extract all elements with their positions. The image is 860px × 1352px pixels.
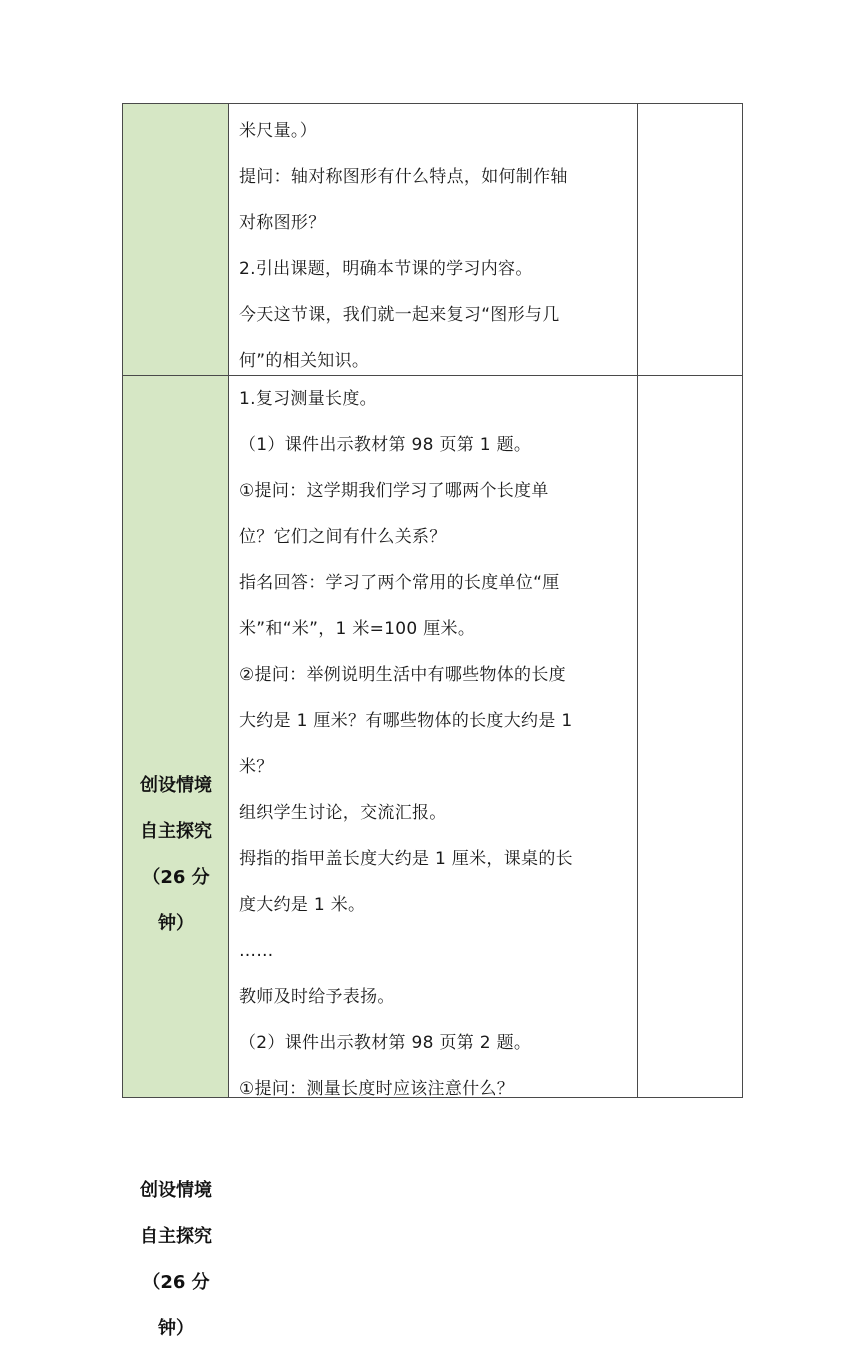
content-line: 提问：轴对称图形有什么特点，如何制作轴 [239,167,568,187]
stage-label-cell [123,104,229,375]
content-line: 度大约是 1 米。 [239,895,366,915]
content-line: 米？ [239,757,274,777]
content-line: 组织学生讨论，交流汇报。 [239,803,447,823]
stage-label-line: 创设情境 [140,775,212,796]
stage-label [123,1168,229,1352]
content-line: 位？它们之间有什么关系？ [239,527,447,547]
content-line: （1）课件出示教材第 98 页第 1 题。 [239,435,532,455]
stage-label-line: 自主探究 [140,821,212,842]
stage-label-line: （26 分 [142,1272,210,1293]
content-cell [229,376,638,1097]
content-line: 大约是 1 厘米？有哪些物体的长度大约是 1 [239,711,573,731]
table-row [123,376,742,1339]
content-line: …… [239,941,274,961]
content-lines [239,376,631,1112]
content-lines [239,108,631,384]
notes-cell [638,376,742,1097]
content-line: 米尺量。） [239,121,317,141]
content-line: ②提问：举例说明生活中有哪些物体的长度 [239,665,566,685]
content-line: 对称图形？ [239,213,326,233]
stage-label-line: 创设情境 [140,1180,212,1201]
content-line: 今天这节课，我们就一起来复习“图形与几 [239,305,560,325]
content-line: 何”的相关知识。 [239,351,370,371]
stage-label-line: 自主探究 [140,1226,212,1247]
content-line: 指名回答：学习了两个常用的长度单位“厘 [239,573,560,593]
stage-label [123,763,229,947]
notes-cell [638,104,742,375]
content-cell [229,104,638,375]
content-line: 教师及时给予表扬。 [239,987,395,1007]
stage-label-line: 钟） [158,1318,194,1339]
content-line: （2）课件出示教材第 98 页第 2 题。 [239,1033,532,1053]
lesson-plan-table [122,103,743,1339]
table-row [123,104,742,376]
stage-label-line: （26 分 [142,867,210,888]
content-line: ①提问：这学期我们学习了哪两个长度单 [239,481,549,501]
stage-label-cell [123,376,229,1339]
content-line: 2.引出课题，明确本节课的学习内容。 [239,259,533,279]
stage-label-line: 钟） [158,913,194,934]
content-line: 拇指的指甲盖长度大约是 1 厘米，课桌的长 [239,849,573,869]
content-line: 米”和“米”，1 米=100 厘米。 [239,619,476,639]
content-line: 1.复习测量长度。 [239,389,377,409]
content-line: ①提问：测量长度时应该注意什么？ [239,1079,515,1099]
